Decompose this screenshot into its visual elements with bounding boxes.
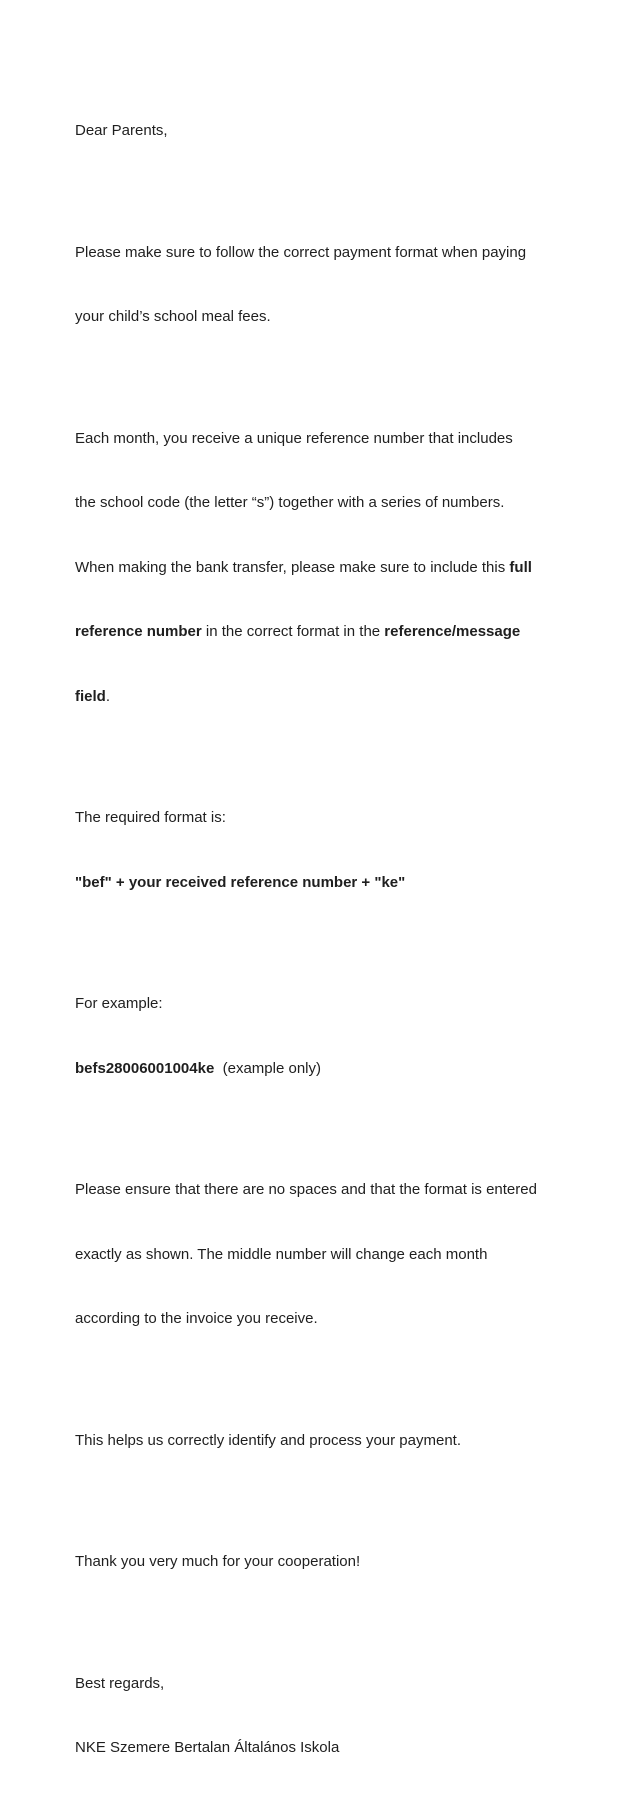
text-line	[75, 1737, 580, 1759]
explanation-period: .	[105, 687, 111, 705]
text-line	[75, 428, 580, 450]
bold-field: field	[75, 687, 106, 705]
required-format-label: The required format is:	[75, 809, 226, 826]
text-line	[75, 1244, 580, 1266]
note-line-1: Please ensure that there are no spaces and that the format is entered	[75, 1181, 537, 1198]
paragraph-example	[75, 950, 580, 1122]
text-line	[75, 686, 580, 708]
paragraph-intro	[75, 199, 580, 371]
purpose-text: This helps us correctly identify and process your payment.	[75, 1431, 462, 1449]
example-only-note: (example only)	[214, 1059, 322, 1077]
bold-reference-number: reference number	[75, 623, 202, 640]
bold-reference-message: reference/message	[384, 623, 521, 640]
note-line-2: exactly as shown. The middle number will change each month	[75, 1245, 488, 1263]
paragraph-explanation	[75, 385, 580, 751]
paragraph-signature	[75, 1630, 580, 1802]
explanation-line-4: in the correct format in the	[201, 623, 385, 640]
paragraph-required-format	[75, 764, 580, 936]
text-line	[75, 1551, 580, 1573]
text-line	[75, 807, 580, 829]
text-line	[75, 557, 580, 579]
bold-full: full	[509, 558, 532, 576]
text-line	[75, 1058, 580, 1080]
explanation-line-3: When making the bank transfer, please make sure to include this	[75, 558, 510, 576]
example-reference-number: befs28006001004ke	[75, 1059, 215, 1077]
school-name: NKE Szemere Bertalan Általános Iskola	[75, 1739, 340, 1756]
letter-document	[75, 77, 580, 1816]
text-line	[75, 1430, 580, 1452]
example-label: For example:	[75, 995, 163, 1012]
text-line	[75, 1308, 580, 1330]
text-line	[75, 993, 580, 1015]
paragraph-purpose	[75, 1387, 580, 1495]
paragraph-thanks	[75, 1508, 580, 1616]
paragraph-greeting	[75, 77, 580, 185]
text-line	[75, 306, 580, 328]
text-line	[75, 120, 580, 142]
text-line	[75, 242, 580, 264]
intro-line-1: Please make sure to follow the correct payment format when paying	[75, 243, 527, 261]
explanation-line-1: Each month, you receive a unique reference number that includes	[75, 429, 513, 447]
format-pattern-text: "bef" + your received reference number + "ke"	[75, 873, 406, 891]
explanation-line-2: the school code (the letter “s”) together with a series of numbers.	[75, 494, 505, 511]
text-line	[75, 872, 580, 894]
greeting-text: Dear Parents,	[75, 122, 168, 139]
note-line-3: according to the invoice you receive.	[75, 1310, 318, 1327]
intro-line-2: your child’s school meal fees.	[75, 308, 271, 325]
signoff-text: Best regards,	[75, 1674, 165, 1692]
text-line	[75, 492, 580, 514]
text-line	[75, 621, 580, 643]
paragraph-no-spaces-note	[75, 1136, 580, 1373]
thanks-text: Thank you very much for your cooperation!	[75, 1553, 361, 1570]
text-line	[75, 1179, 580, 1201]
text-line	[75, 1673, 580, 1695]
